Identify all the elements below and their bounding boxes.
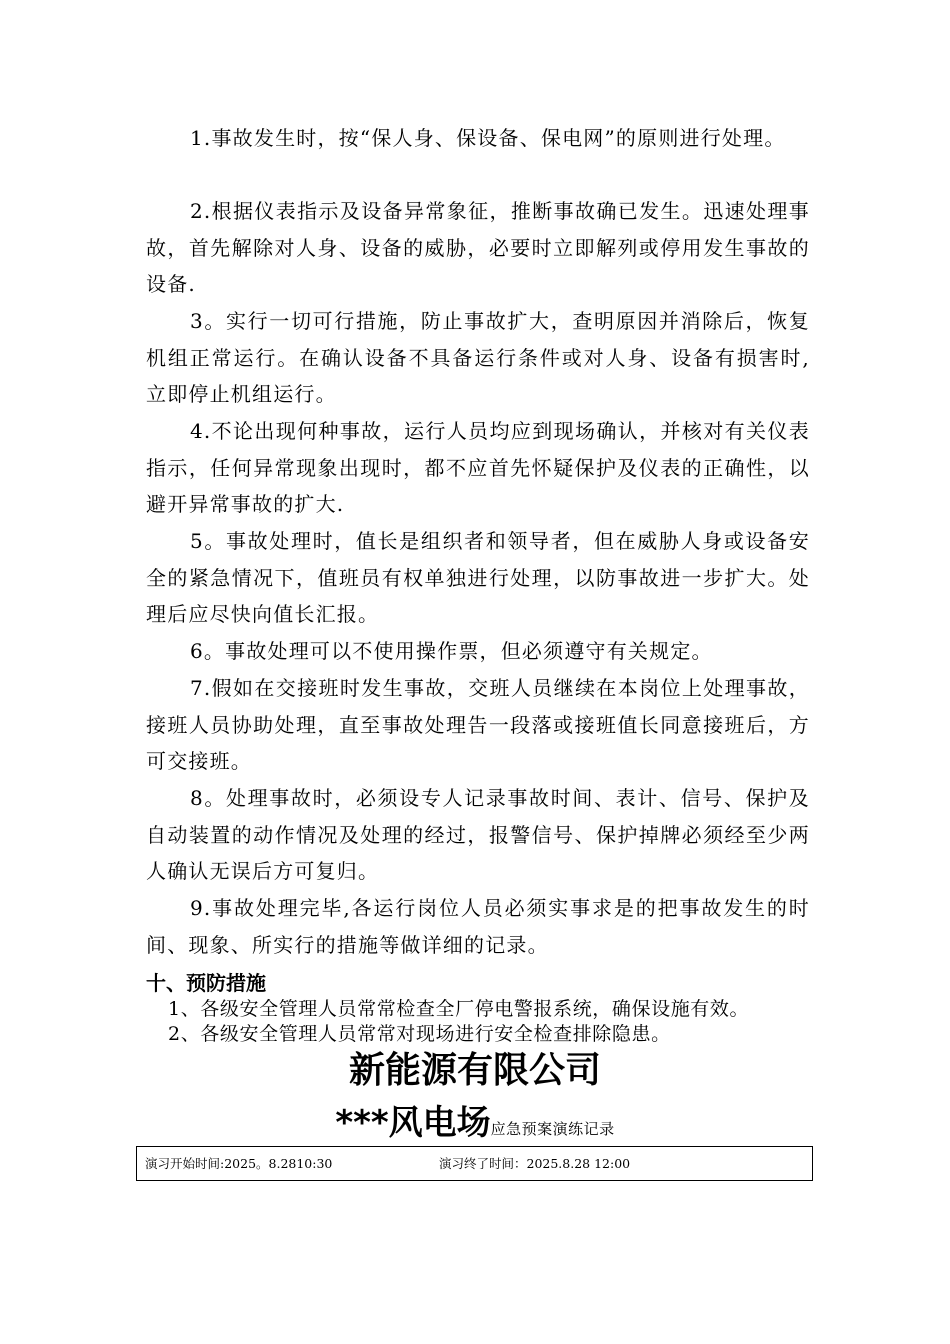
record-title-sub: 应急预案演练记录 bbox=[490, 1120, 615, 1138]
paragraph-3: 3。实行一切可行措施，防止事故扩大，查明原因并消除后，恢复机组正常运行。在确认设备不具备运行条件或对人身、设备有损害时,立即停止机组运行。 bbox=[146, 309, 810, 407]
drill-start-time: 演习开始时间:2025。8.2810:30 bbox=[145, 1156, 333, 1171]
paragraph-2: 2.根据仪表指示及设备异常象征，推断事故确已发生。迅速处理事故，首先解除对人身、设备的威胁，必要时立即解列或停用发生事故的设备. bbox=[146, 199, 810, 297]
paragraph-4: 4.不论出现何种事故，运行人员均应到现场确认，并核对有关仪表指示，任何异常现象出现时，都不应首先怀疑保护及仪表的正确性，以避开异常事故的扩大. bbox=[146, 419, 810, 517]
measure-item-1: 1、各级安全管理人员常常检查全厂停电警报系统，确保设施有效。 bbox=[168, 998, 750, 1020]
paragraph-6: 6。事故处理可以不使用操作票，但必须遵守有关规定。 bbox=[190, 639, 713, 663]
drill-end-time: 演习终了时间：2025.8.28 12:00 bbox=[439, 1156, 631, 1171]
drill-record-table bbox=[136, 1146, 813, 1181]
paragraph-7: 7.假如在交接班时发生事故，交班人员继续在本岗位上处理事故，接班人员协助处理，直至事故处理告一段落或接班值长同意接班后，方可交接班。 bbox=[146, 676, 810, 774]
paragraph-9: 9.事故处理完毕,各运行岗位人员必须实事求是的把事故发生的时间、现象、所实行的措施等做详细的记录。 bbox=[146, 896, 810, 957]
record-title-main: ***风电场 bbox=[335, 1103, 491, 1143]
paragraph-1: 1.事故发生时，按“保人身、保设备、保电网”的原则进行处理。 bbox=[190, 126, 786, 150]
paragraph-8: 8。处理事故时，必须设专人记录事故时间、表计、信号、保护及自动装置的动作情况及处理的经过，报警信号、保护掉牌必须经至少两人确认无误后方可复归。 bbox=[146, 786, 810, 884]
measure-item-2: 2、各级安全管理人员常常对现场进行安全检查排除隐患。 bbox=[168, 1023, 671, 1045]
company-name: 新能源有限公司 bbox=[348, 1050, 601, 1091]
paragraph-5: 5。事故处理时，值长是组织者和领导者，但在威胁人身或设备安全的紧急情况下，值班员有权单独进行处理，以防事故进一步扩大。处理后应尽快向值长汇报。 bbox=[146, 529, 810, 627]
section-heading: 十、预防措施 bbox=[146, 971, 266, 995]
